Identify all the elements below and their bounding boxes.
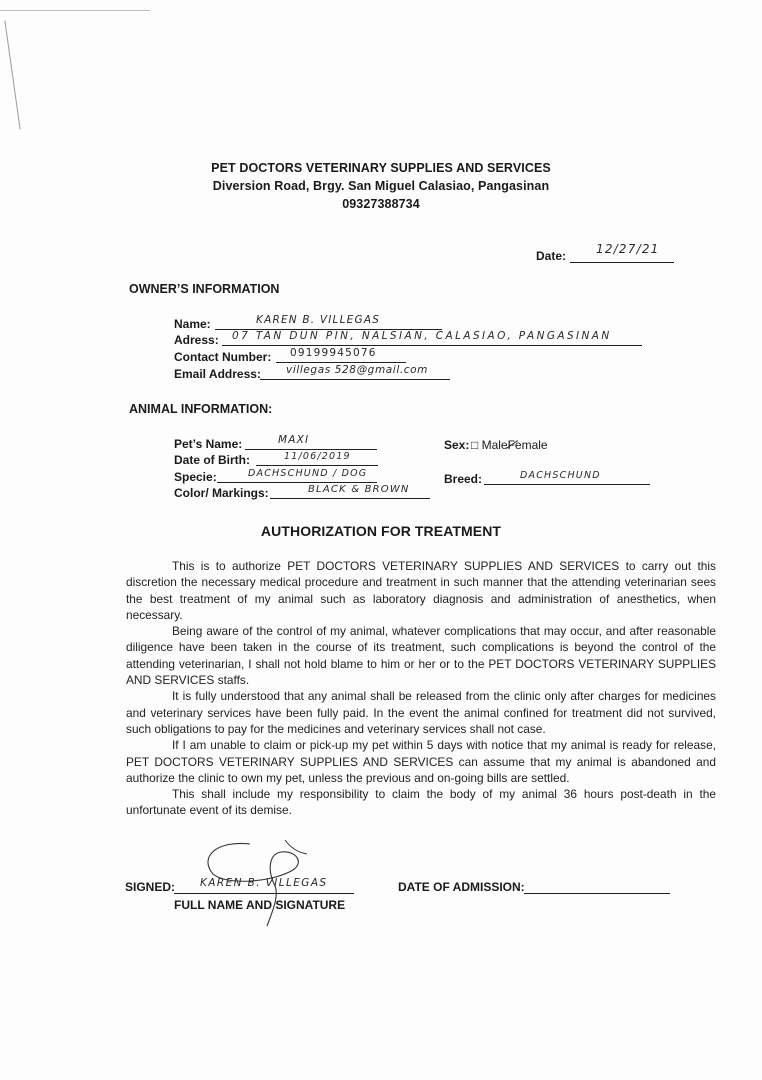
owner-address-line [222,345,642,346]
sex-female-option: Female [508,438,548,452]
signature-caption: FULL NAME AND SIGNATURE [174,898,346,912]
admission-label: DATE OF ADMISSION: [398,880,525,894]
date-value: 12/27/21 [596,242,660,256]
animal-section-title: ANIMAL INFORMATION: [129,402,273,416]
owner-contact-value: 09199945076 [290,347,377,359]
owner-contact-line [276,362,406,363]
pet-name-value: MAXI [278,434,310,446]
owner-section-title: OWNER’S INFORMATION [129,282,280,296]
dob-line [256,465,378,466]
pet-name-line [245,449,377,450]
specie-label: Specie: [174,470,217,484]
date-line [570,262,674,263]
breed-label: Breed: [444,472,483,486]
company-address: Diversion Road, Brgy. San Miguel Calasiao, Pangasinan [212,179,550,193]
specie-value: DACHSCHUND / DOG [248,468,368,479]
date-label: Date: [536,249,567,263]
scan-edge-mark [4,20,20,129]
owner-email-label: Email Address: [174,367,261,381]
specie-line [217,482,377,483]
owner-name-label: Name: [174,317,211,331]
dob-label: Date of Birth: [174,453,250,467]
signed-label: SIGNED: [125,880,176,894]
authorization-paragraph: This shall include my responsibility to claim the body of my animal 36 hours post-death in the unfortunate event of its demise. [126,787,716,818]
scan-top-line [0,10,150,11]
owner-contact-label: Contact Number: [174,350,272,364]
authorization-paragraph: It is fully understood that any animal shall be released from the clinic only after charges for medicines and veterinary services have been fully paid. In the event the animal confined for treatment did not survived, such obligations to pay for the medicines and veterinary services shall not case. [126,689,716,736]
owner-email-line [260,379,450,380]
authorization-paragraph: This is to authorize PET DOCTORS VETERINARY SUPPLIES AND SERVICES to carry out this discretion the necessary medical procedure and treatment in such manner that the attending veterinarian sees the best treatment of my animal such as laboratory diagnosis and administration of anesthetics, when necessary. [126,559,716,622]
owner-email-value: villegas 528@gmail.com [286,364,428,376]
pet-name-label: Pet’s Name: [174,437,243,451]
authorization-paragraph: Being aware of the control of my animal, whatever complications that may occur, and after reasonable diligence have been taken in the course of its treatment, such complications is beyond the control of the attending veterinarian, I shall not hold blame to him or her or to the PET DOCTORS VETERINARY SUPPLIES AND SERVICES staffs. [126,624,716,688]
sex-options [471,438,548,452]
color-line [270,498,430,499]
company-name: PET DOCTORS VETERINARY SUPPLIES AND SERVICES [211,161,551,175]
authorization-title: AUTHORIZATION FOR TREATMENT [260,523,502,539]
dob-value: 11/06/2019 [284,451,351,462]
sex-male-option: □ Male [471,438,508,452]
sex-label: Sex: [444,438,470,452]
owner-address-label: Adress: [174,333,219,347]
breed-value: DACHSCHUND [520,470,601,481]
owner-address-value: 07 TAN DUN PIN, NALSIAN, CALASIAO, PANGASINAN [232,330,612,342]
owner-name-value: KAREN B. VILLEGAS [256,314,381,326]
signed-name-value: KAREN B. VILLEGAS [200,877,328,889]
admission-line [524,893,670,894]
authorization-body [126,558,716,819]
breed-line [484,484,650,485]
color-value: BLACK & BROWN [308,484,410,495]
company-phone: 09327388734 [342,197,420,211]
color-label: Color/ Markings: [174,486,269,500]
authorization-paragraph: If I am unable to claim or pick-up my pet within 5 days with notice that my animal is ready for release, PET DOCTORS VETERINARY SUPPLIES AND SERVICES can assume that my animal is abandoned and authorize the clinic to own my pet, unless the previous and on-going bills are settled. [126,738,716,785]
